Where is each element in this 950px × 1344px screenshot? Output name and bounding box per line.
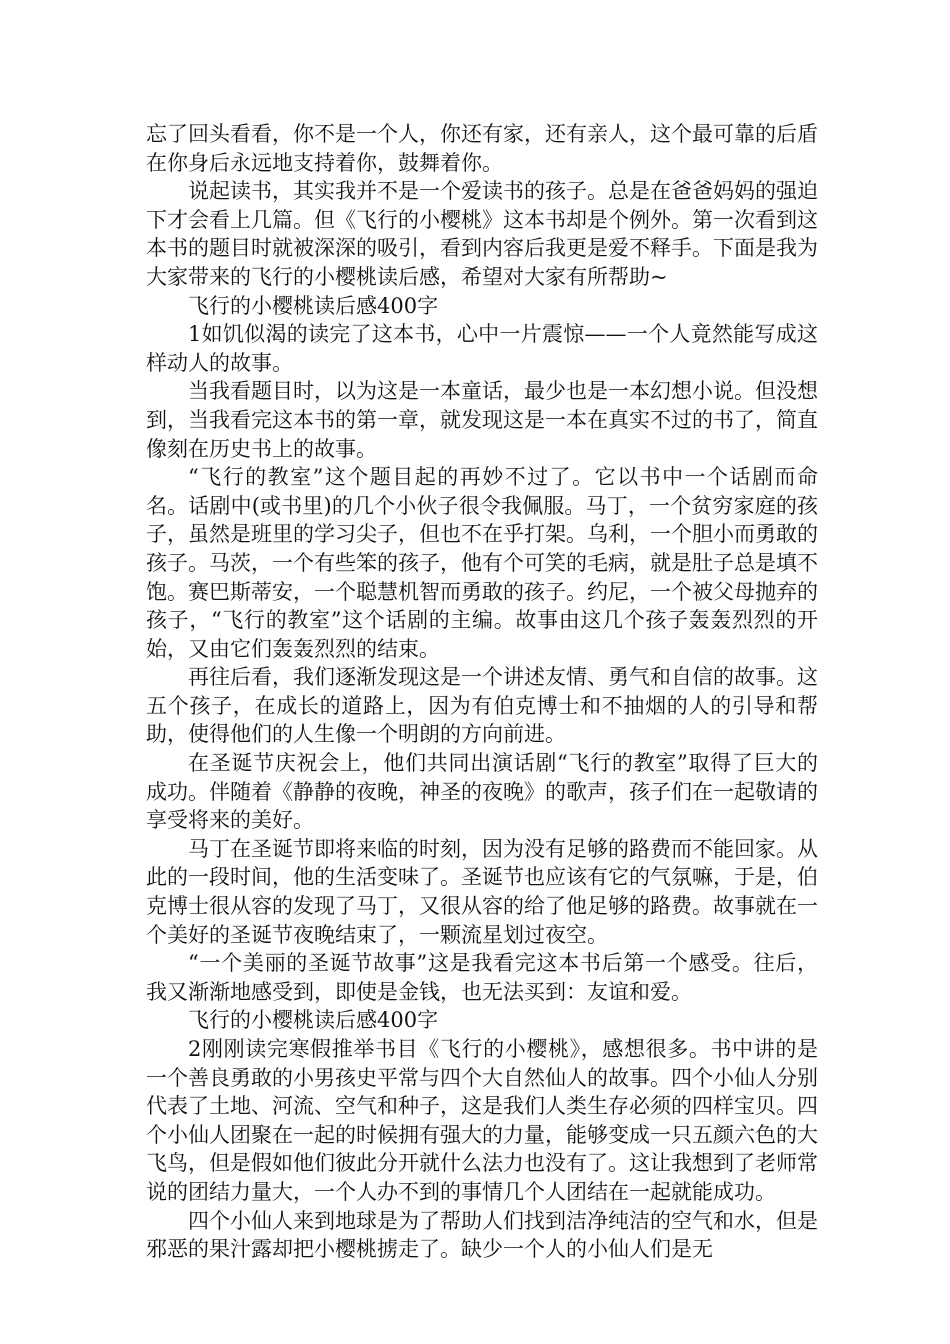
section-heading: 飞行的小樱桃读后感400字 bbox=[188, 293, 439, 318]
paragraph: 四个小仙人来到地球是为了帮助人们找到洁净纯洁的空气和水，但是邪恶的果汁露却把小樱桃掳走了。缺少一个人的小仙人们是无 bbox=[146, 1208, 818, 1262]
paragraph: 忘了回头看看，你不是一个人，你还有家，还有亲人，这个最可靠的后盾在你身后永远地支持着你，鼓舞着你。 bbox=[146, 122, 818, 175]
paragraph: 1如饥似渴的读完了这本书，心中一片震惊——一个人竟然能写成这样动人的故事。 bbox=[146, 322, 818, 375]
section-heading: 飞行的小樱桃读后感400字 bbox=[188, 1008, 439, 1033]
paragraph: 说起读书，其实我并不是一个爱读书的孩子。总是在爸爸妈妈的强迫下才会看上几篇。但《飞行的小樱桃》这本书却是个例外。第一次看到这本书的题目时就被深深的吸引，看到内容后我更是爱不释手。下面是我为大家带来的飞行的小樱桃读后感，希望对大家有所帮助~ bbox=[146, 179, 818, 289]
paragraph: “飞行的教室”这个题目起的再妙不过了。它以书中一个话剧而命名。话剧中(或书里)的几个小伙子很令我佩服。马丁，一个贫穷家庭的孩子，虽然是班里的学习尖子，但也不在乎打架。乌利，一个胆小而勇敢的孩子。马茨，一个有些笨的孩子，他有个可笑的毛病，就是肚子总是填不饱。赛巴斯蒂安，一个聪慧机智而勇敢的孩子。约尼，一个被父母抛弃的孩子，“飞行的教室”这个话剧的主编。故事由这几个孩子轰轰烈烈的开始，又由它们轰轰烈烈的结束。 bbox=[146, 465, 818, 661]
paragraph: “一个美丽的圣诞节故事”这是我看完这本书后第一个感受。往后，我又渐渐地感受到，即使是金钱，也无法买到：友谊和爱。 bbox=[146, 951, 818, 1004]
paragraph: 在圣诞节庆祝会上，他们共同出演话剧“飞行的教室”取得了巨大的成功。伴随着《静静的夜晚，神圣的夜晚》的歌声，孩子们在一起敬请的享受将来的美好。 bbox=[146, 751, 818, 833]
paragraph: 再往后看，我们逐渐发现这是一个讲述友情、勇气和自信的故事。这五个孩子，在成长的道路上，因为有伯克博士和不抽烟的人的引导和帮助，使得他们的人生像一个明朗的方向前进。 bbox=[146, 665, 818, 747]
paragraph: 马丁在圣诞节即将来临的时刻，因为没有足够的路费而不能回家。从此的一段时间，他的生活变味了。圣诞节也应该有它的气氛嘛，于是，伯克博士很从容的发现了马丁，又很从容的给了他足够的路费。故事就在一个美好的圣诞节夜晚结束了，一颗流星划过夜空。 bbox=[146, 836, 818, 947]
document-page bbox=[146, 120, 818, 1264]
paragraph: 2刚刚读完寒假推举书目《飞行的小樱桃》，感想很多。书中讲的是一个善良勇敢的小男孩史平常与四个大自然仙人的故事。四个小仙人分别代表了土地、河流、空气和种子，这是我们人类生存必须的四样宝贝。四个小仙人团聚在一起的时候拥有强大的力量，能够变成一只五颜六色的大飞鸟，但是假如他们彼此分开就什么法力也没有了。这让我想到了老师常说的团结力量大，一个人办不到的事情几个人团结在一起就能成功。 bbox=[146, 1037, 818, 1204]
paragraph: 当我看题目时，以为这是一本童话，最少也是一本幻想小说。但没想到，当我看完这本书的第一章，就发现这是一本在真实不过的书了，简直像刻在历史书上的故事。 bbox=[146, 379, 818, 461]
